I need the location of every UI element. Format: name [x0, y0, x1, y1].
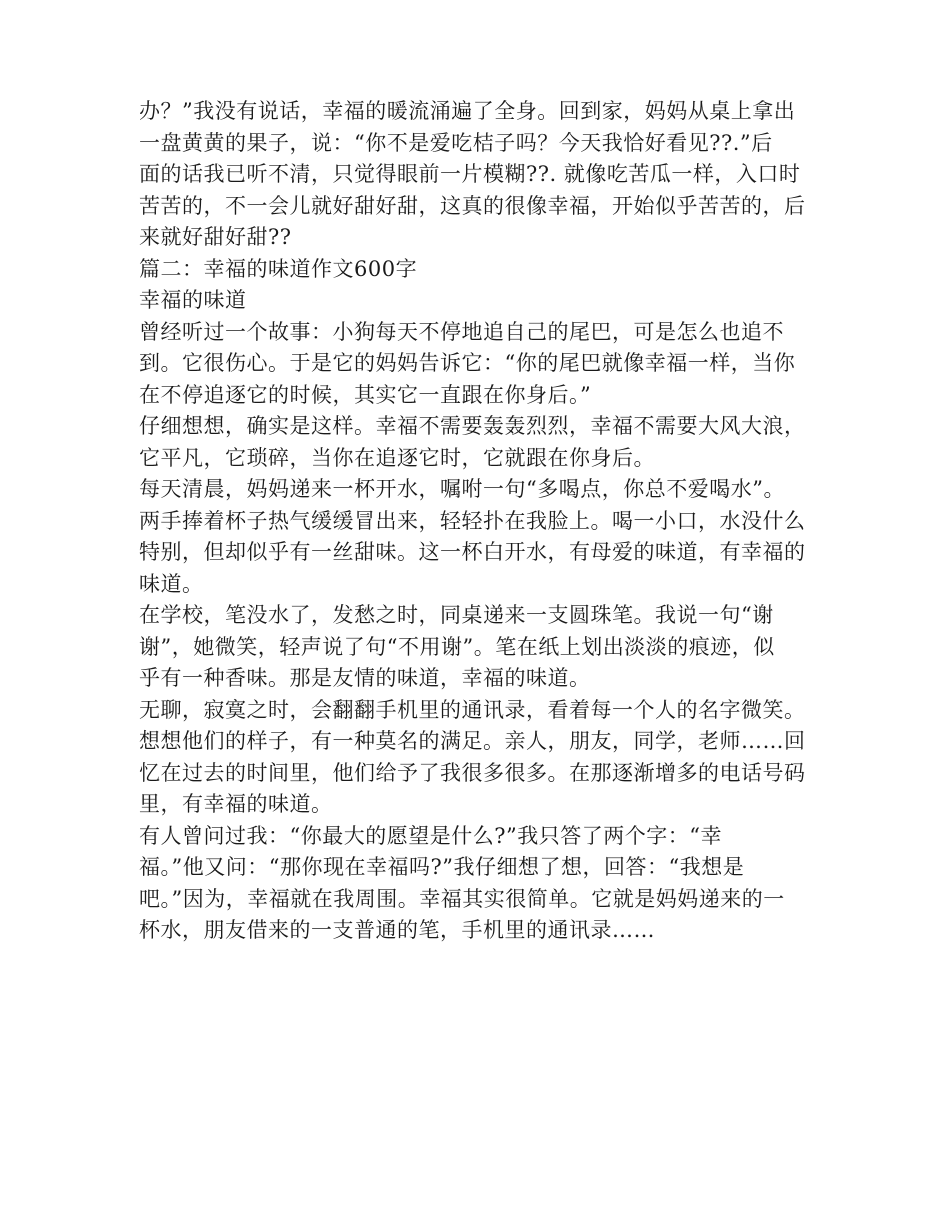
text-line: 两手捧着杯子热气缓缓冒出来，轻轻扑在我脸上。喝一小口，水没什么: [139, 508, 806, 533]
text-line: 每天清晨，妈妈递来一杯开水，嘱咐一句“多喝点，你总不爱喝水”。: [139, 477, 785, 501]
section-heading: 篇二：幸福的味道作文600字: [139, 256, 418, 281]
text-line: 办？”我没有说话，幸福的暖流涌遍了全身。回到家，妈妈从桌上拿出: [139, 99, 796, 123]
text-line: 里，有幸福的味道。: [139, 792, 333, 816]
text-line: 无聊，寂寞之时，会翻翻手机里的通讯录，看着每一个人的名字微笑。: [139, 697, 806, 722]
text-line: 来就好甜好甜??: [139, 225, 292, 249]
text-line: 有人曾问过我：“你最大的愿望是什么?”我只答了两个字：“幸: [139, 823, 722, 848]
text-line: 一盘黄黄的果子，说：“你不是爱吃桔子吗？今天我恰好看见??.”后: [139, 130, 773, 155]
text-line: 福。”他又问：“那你现在幸福吗?”我仔细想了想，回答：“我想是: [139, 855, 745, 879]
text-line: 苦苦的，不一会儿就好甜好甜，这真的很像幸福，开始似乎苦苦的，后: [139, 193, 806, 218]
essay-title: 幸福的味道: [139, 288, 247, 312]
text-line: 忆在过去的时间里，他们给予了我很多很多。在那逐渐增多的电话号码: [139, 760, 806, 785]
text-line: 它平凡，它琐碎，当你在追逐它时，它就跟在你身后。: [139, 445, 655, 470]
text-line: 吧。”因为，幸福就在我周围。幸福其实很简单。它就是妈妈递来的一: [139, 886, 785, 911]
text-line: 味道。: [139, 571, 204, 596]
text-line: 谢”，她微笑，轻声说了句“不用谢”。笔在纸上划出淡淡的痕迹，似: [139, 634, 775, 659]
document-page: [139, 96, 829, 947]
text-line: 特别，但却似乎有一丝甜味。这一杯白开水，有母爱的味道，有幸福的: [139, 540, 806, 564]
text-line: 仔细想想，确实是这样。幸福不需要轰轰烈烈，幸福不需要大风大浪，: [139, 414, 806, 438]
text-line: 乎有一种香味。那是友情的味道，幸福的味道。: [139, 666, 591, 690]
text-line: 曾经听过一个故事：小狗每天不停地追自己的尾巴，可是怎么也追不: [139, 319, 784, 344]
text-line: 面的话我已听不清，只觉得眼前一片模糊??. 就像吃苦瓜一样，入口时: [139, 162, 801, 186]
text-line: 杯水，朋友借来的一支普通的笔，手机里的通讯录……: [139, 918, 655, 942]
text-line: 在学校，笔没水了，发愁之时，同桌递来一支圆珠笔。我说一句“谢: [139, 603, 774, 627]
text-line: 想想他们的样子，有一种莫名的满足。亲人，朋友，同学，老师……回: [139, 729, 806, 753]
text-line: 到。它很伤心。于是它的妈妈告诉它：“你的尾巴就像幸福一样，当你: [139, 351, 796, 375]
text-line: 在不停追逐它的时候，其实它一直跟在你身后。”: [139, 382, 592, 407]
